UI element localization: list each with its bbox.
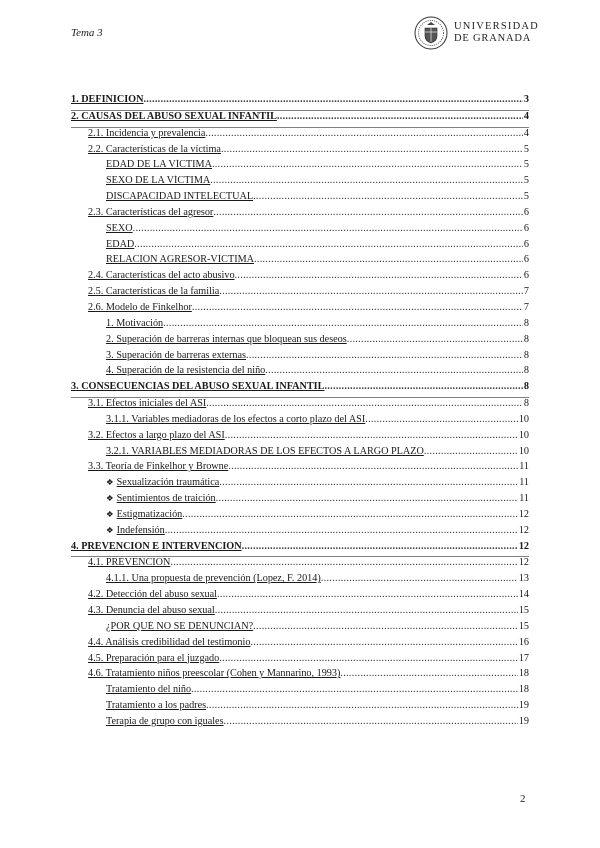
toc-entry-page[interactable]: 8 — [523, 381, 529, 393]
toc-entry-page[interactable]: 10 — [518, 429, 529, 441]
toc-entry[interactable] — [71, 175, 529, 191]
toc-entry-title[interactable]: 2.6. Modelo de Finkelhor — [88, 301, 192, 313]
toc-entry-page[interactable]: 5 — [523, 143, 529, 155]
toc-entry[interactable] — [71, 111, 529, 128]
toc-entry-page[interactable]: 5 — [523, 159, 529, 171]
toc-entry-title[interactable]: DISCAPACIDAD INTELECTUAL — [106, 191, 254, 203]
toc-entry[interactable] — [71, 334, 529, 350]
toc-dot-leader — [250, 637, 517, 648]
toc-entry-title[interactable]: 4. PREVENCIÓN E INTERVENCIÓN — [71, 540, 242, 552]
toc-entry-page[interactable]: 7 — [523, 301, 529, 313]
toc-entry-page[interactable]: 5 — [523, 191, 529, 203]
toc-entry-title[interactable]: 3.2.1. VARIABLES MEDIADORAS DE LOS EFECTOS A LARGO PLAZO — [106, 445, 424, 457]
toc-entry-page[interactable]: 8 — [523, 349, 529, 361]
toc-entry[interactable] — [71, 637, 529, 653]
toc-entry-title[interactable]: 3.1.1. Variables mediadoras de los efectos a corto plazo del ASI — [106, 413, 366, 425]
toc-dot-leader — [253, 621, 518, 632]
toc-entry-title[interactable]: Terapia de grupo con iguales — [106, 715, 224, 727]
toc-dot-leader — [213, 207, 523, 218]
toc-entry-title[interactable]: 4.1.1. Una propuesta de prevención (Lopez, F. 2014) — [106, 573, 321, 585]
university-logo — [414, 16, 539, 50]
toc-dot-leader — [277, 111, 523, 122]
toc-entry[interactable] — [71, 509, 529, 525]
toc-entry-page[interactable]: 3 — [523, 94, 529, 105]
toc-entry-page[interactable]: 6 — [523, 254, 529, 266]
toc-dot-leader — [134, 239, 523, 250]
toc-entry-page[interactable]: 4 — [523, 110, 529, 122]
toc-entry-title[interactable]: 2.2. Características de la víctima — [88, 143, 221, 155]
toc-entry[interactable] — [71, 621, 529, 637]
toc-dot-leader — [212, 159, 523, 170]
toc-entry-page[interactable]: 6 — [523, 238, 529, 250]
toc-entry-title[interactable]: 4.5. Preparación para el juzgado — [88, 652, 220, 664]
toc-dot-leader — [191, 684, 518, 695]
toc-entry-page[interactable]: 8 — [523, 365, 529, 377]
toc-entry-page[interactable]: 19 — [518, 700, 529, 712]
toc-entry[interactable] — [71, 159, 529, 175]
toc-entry-title[interactable]: 4.4. Análisis credibilidad del testimonio — [88, 636, 251, 648]
toc-dot-leader — [424, 446, 518, 457]
toc-entry-title[interactable]: 3.3. Teoría de Finkelhor y Browne — [88, 461, 229, 473]
toc-entry-page[interactable]: 8 — [523, 317, 529, 329]
toc-entry-page[interactable]: 8 — [523, 398, 529, 410]
toc-entry-page[interactable]: 6 — [523, 206, 529, 218]
toc-entry[interactable] — [71, 477, 529, 493]
toc-entry[interactable] — [71, 430, 529, 446]
toc-entry[interactable] — [71, 525, 529, 541]
toc-dot-leader — [253, 191, 523, 202]
toc-entry-page[interactable]: 18 — [518, 684, 529, 696]
toc-entry[interactable] — [71, 716, 529, 732]
toc-entry-title[interactable]: Tratamiento del niño — [106, 684, 192, 696]
toc-dot-leader — [216, 493, 519, 504]
toc-entry-page[interactable]: 19 — [518, 715, 529, 727]
toc-entry-title[interactable]: 1. Motivación — [106, 317, 164, 329]
toc-entry-title[interactable]: 3.1. Efectos iniciales del ASI — [88, 398, 207, 410]
toc-entry-title[interactable]: ¿POR QUÉ NO SE DENUNCIAN? — [106, 620, 254, 632]
toc-entry-title[interactable]: Sexualización traumática — [116, 477, 220, 489]
toc-entry[interactable] — [71, 668, 529, 684]
bullet-diamond-icon: ❖ — [106, 508, 114, 519]
toc-entry-page[interactable]: 4 — [523, 127, 529, 139]
toc-entry-title[interactable]: 2. CAUSAS DEL ABUSO SEXUAL INFANTIL — [71, 110, 277, 122]
toc-entry-page[interactable]: 8 — [523, 333, 529, 345]
toc-entry-page[interactable]: 17 — [518, 652, 529, 664]
toc-entry-page[interactable]: 7 — [523, 286, 529, 298]
toc-entry-title[interactable]: 3.2. Efectos a largo plazo del ASI — [88, 429, 225, 441]
toc-entry-title[interactable]: SEXO — [106, 222, 133, 234]
toc-entry-title[interactable]: 4. Superación de la resistencia del niño — [106, 365, 266, 377]
toc-entry-page[interactable]: 6 — [523, 222, 529, 234]
toc-entry[interactable] — [71, 254, 529, 270]
toc-dot-leader — [324, 381, 522, 392]
toc-entry-title[interactable]: EDAD — [106, 238, 135, 250]
page-number: 2 — [520, 793, 526, 805]
toc-entry-title[interactable]: Sentimientos de traición — [116, 493, 216, 505]
toc-entry[interactable] — [71, 557, 529, 573]
toc-entry-page[interactable]: 6 — [523, 270, 529, 282]
toc-dot-leader — [265, 365, 523, 376]
toc-entry-title[interactable]: 1. DEFINICIÓN — [71, 94, 144, 105]
toc-dot-leader — [235, 270, 523, 281]
toc-entry[interactable] — [71, 414, 529, 430]
toc-entry[interactable] — [71, 270, 529, 286]
toc-dot-leader — [165, 525, 518, 536]
toc-entry[interactable] — [71, 128, 529, 144]
toc-entry-title[interactable]: RELACIÓN AGRESOR-VÍCTIMA — [106, 254, 255, 266]
toc-entry-page[interactable]: 12 — [518, 557, 529, 569]
toc-entry-title[interactable]: Indefensión — [116, 524, 165, 536]
toc-entry-page[interactable]: 5 — [523, 175, 529, 187]
toc-dot-leader — [206, 700, 518, 711]
toc-entry[interactable] — [71, 700, 529, 716]
toc-entry[interactable] — [71, 94, 529, 111]
toc-entry-page[interactable]: 14 — [518, 589, 529, 601]
toc-entry[interactable] — [71, 398, 529, 414]
toc-entry-page[interactable]: 18 — [518, 668, 529, 680]
toc-entry-title[interactable]: 4.2. Detección del abuso sexual — [88, 589, 218, 601]
toc-dot-leader — [242, 541, 518, 552]
toc-entry[interactable] — [71, 381, 529, 398]
toc-entry[interactable] — [71, 318, 529, 334]
toc-dot-leader — [347, 334, 523, 345]
toc-entry-title[interactable]: 4.6. Tratamiento niños preescolar (Cohen y Mannarino, 1993) — [88, 668, 341, 680]
toc-entry[interactable] — [71, 207, 529, 223]
toc-entry[interactable] — [71, 541, 529, 558]
toc-entry[interactable] — [71, 223, 529, 239]
toc-dot-leader — [321, 573, 518, 584]
toc-entry-title[interactable]: 2.3. Características del agresor — [88, 206, 214, 218]
toc-entry-title[interactable]: 2. Superación de barreras internas que bloquean sus deseos — [106, 333, 347, 345]
toc-entry-page[interactable]: 16 — [518, 636, 529, 648]
toc-dot-leader — [163, 318, 523, 329]
toc-dot-leader — [340, 668, 517, 679]
toc-entry[interactable] — [71, 653, 529, 669]
toc-entry[interactable] — [71, 302, 529, 318]
toc-entry-title[interactable]: EDAD DE LA VÍCTIMA — [106, 159, 212, 171]
table-of-contents — [71, 94, 529, 732]
toc-entry[interactable] — [71, 493, 529, 509]
toc-entry-title[interactable]: 2.5. Características de la familia — [88, 286, 220, 298]
toc-dot-leader — [219, 653, 518, 664]
toc-dot-leader — [133, 223, 523, 234]
toc-dot-leader — [219, 286, 523, 297]
toc-entry-page[interactable]: 12 — [518, 524, 529, 536]
toc-entry[interactable] — [71, 605, 529, 621]
toc-entry-title[interactable]: 3. Superación de barreras externas — [106, 349, 247, 361]
toc-dot-leader — [225, 430, 518, 441]
toc-entry-title[interactable]: SEXO DE LA VÍCTIMA — [106, 175, 211, 187]
toc-dot-leader — [365, 414, 518, 425]
header-section-label: Tema 3 — [71, 27, 103, 39]
toc-dot-leader — [228, 461, 518, 472]
toc-dot-leader — [221, 144, 523, 155]
toc-dot-leader — [210, 175, 523, 186]
university-name-line2: DE GRANADA — [454, 33, 532, 44]
toc-dot-leader — [219, 477, 518, 488]
toc-entry[interactable] — [71, 144, 529, 160]
toc-entry[interactable] — [71, 589, 529, 605]
toc-entry-page[interactable]: 11 — [519, 461, 529, 473]
toc-entry-page[interactable]: 10 — [518, 413, 529, 425]
toc-entry-title[interactable]: Estigmatización — [116, 508, 183, 520]
toc-entry-title[interactable]: 2.4. Características del acto abusivo — [88, 270, 235, 282]
toc-entry-title[interactable]: 4.3. Denuncia del abuso sexual — [88, 605, 215, 616]
toc-dot-leader — [143, 94, 522, 105]
university-seal-icon — [414, 16, 448, 50]
bullet-diamond-icon: ❖ — [106, 493, 114, 504]
toc-entry[interactable] — [71, 365, 529, 381]
toc-entry-title[interactable]: Tratamiento a los padres — [106, 700, 207, 712]
toc-dot-leader — [217, 589, 518, 600]
toc-entry-page[interactable]: 12 — [518, 540, 529, 552]
toc-entry[interactable] — [71, 573, 529, 589]
toc-dot-leader — [254, 254, 523, 265]
toc-entry-title[interactable]: 2.1. Incidencia y prevalencia — [88, 127, 206, 139]
toc-entry[interactable] — [71, 684, 529, 700]
toc-entry-page[interactable]: 10 — [518, 445, 529, 457]
toc-entry[interactable] — [71, 286, 529, 302]
toc-dot-leader — [215, 605, 518, 616]
toc-dot-leader — [170, 557, 517, 568]
toc-entry[interactable] — [71, 461, 529, 477]
toc-entry-title[interactable]: 3. CONSECUENCIAS DEL ABUSO SEXUAL INFANTIL — [71, 381, 325, 393]
toc-entry-page[interactable]: 12 — [518, 508, 529, 520]
toc-entry[interactable] — [71, 239, 529, 255]
toc-entry[interactable] — [71, 191, 529, 207]
bullet-diamond-icon: ❖ — [106, 477, 114, 488]
toc-entry-page[interactable]: 11 — [519, 477, 529, 489]
toc-entry[interactable] — [71, 446, 529, 462]
toc-entry-page[interactable]: 11 — [519, 493, 529, 505]
toc-dot-leader — [246, 350, 523, 361]
toc-entry-title[interactable]: 4.1. PREVENCIÓN — [88, 557, 171, 569]
toc-dot-leader — [206, 398, 523, 409]
bullet-diamond-icon: ❖ — [106, 524, 114, 535]
toc-dot-leader — [205, 128, 523, 139]
toc-entry-page[interactable]: 15 — [518, 620, 529, 632]
toc-dot-leader — [182, 509, 518, 520]
toc-entry[interactable] — [71, 350, 529, 366]
toc-dot-leader — [224, 716, 518, 727]
university-name-line1: UNIVERSIDAD — [454, 21, 539, 32]
toc-dot-leader — [192, 302, 523, 313]
toc-entry-page[interactable]: 13 — [518, 573, 529, 585]
toc-entry-page[interactable]: 15 — [518, 605, 529, 616]
